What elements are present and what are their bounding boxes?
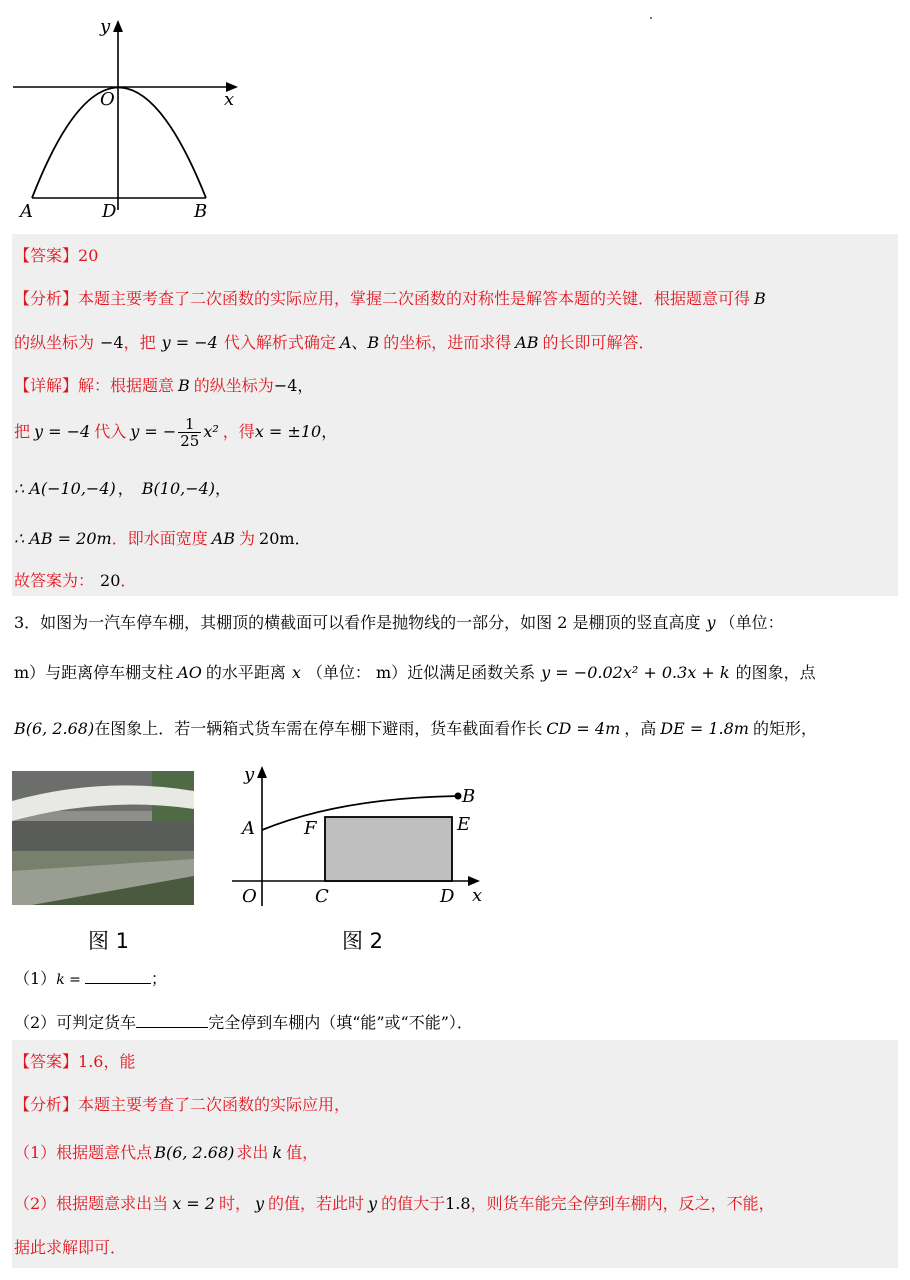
detail-line-4: ∴ AB = 20m．即水面宽度 AB 为 20m． [14, 529, 311, 548]
final-answer-line: 故答案为： 20． [14, 571, 137, 590]
fig2-label-x: x [472, 885, 483, 906]
answer-line-2: 【答案】1.6，能 [14, 1052, 136, 1071]
fig2-label-d: D [440, 886, 455, 907]
fig2-label-b: B [462, 786, 476, 807]
detail-line-2: 把 y = −4 代入 y = − $\frac{1}{25}$ x² ，得x = ±10， [14, 415, 338, 450]
point-b [455, 793, 462, 800]
label-a: A [20, 201, 33, 222]
fig2-label-e: E [457, 814, 471, 835]
fig2-label-a: A [242, 818, 255, 839]
answer-line-1: 【答案】20 [14, 246, 99, 265]
carport-graph [230, 758, 490, 910]
fig2-label-o: O [242, 886, 257, 907]
label-y: y [100, 16, 111, 37]
q3-line-3: B(6, 2.68)在图象上．若一辆箱式货车需在停车棚下避雨，货车截面看作长 CD = 4m ，高 DE = 1.8m 的矩形， [14, 719, 817, 738]
step-line-2: （2）根据题意求出当 x = 2 时， y 的值，若此时 y 的值大于1.8，则货车能完全停到车棚内，反之，不能， [14, 1194, 775, 1213]
analysis-line-2: 的纵坐标为 −4，把 y = −4 代入解析式确定 A、B 的坐标，进而求得 AB 的长即可解答． [14, 333, 655, 352]
q3-part-2: （2）可判定货车 完全停到车棚内（填“能”或“不能”）． [14, 1013, 473, 1032]
fraction-1-25: $\frac{1}{25}$ [180, 415, 200, 450]
detail-line-1: 【详解】解：根据题意 B 的纵坐标为−4， [14, 376, 314, 395]
step-line-1: （1）根据题意代点 B(6, 2.68) 求出 k 值， [14, 1143, 319, 1162]
analysis-line-3: 【分析】本题主要考查了二次函数的实际应用， [14, 1095, 351, 1114]
step-line-3: 据此求解即可． [14, 1238, 127, 1257]
carport-photo [12, 771, 194, 905]
parabola-curve [32, 88, 206, 199]
fig2-label-f: F [304, 818, 317, 839]
label-o: O [100, 89, 115, 110]
blank-k[interactable] [85, 983, 151, 984]
scan-dot [650, 17, 652, 19]
fig2-label-y: y [244, 764, 255, 785]
truck-rectangle [325, 817, 452, 881]
label-b: B [194, 201, 208, 222]
y-axis-arrow [113, 20, 123, 32]
parabola-figure [10, 10, 250, 225]
fig1-caption: 图 1 [88, 929, 130, 953]
fig2-y-axis-arrow [257, 766, 267, 778]
detail-line-3: ∴ A(−10,−4) ， B(10,−4)， [14, 479, 232, 498]
q3-part-1: （1）k = ； [14, 969, 167, 988]
q3-line-2: m）与距离停车棚支柱 AO 的水平距离 x （单位： m）近似满足函数关系 y = −0.02x² + 0.3x + k 的图象，点 [14, 663, 816, 682]
q3-line-1: 3．如图为一汽车停车棚，其棚顶的横截面可以看作是抛物线的一部分，如图 2 是棚顶的竖直高度 y （单位： [14, 613, 784, 632]
fig2-caption: 图 2 [342, 929, 384, 953]
blank-can[interactable] [136, 1027, 208, 1028]
analysis-line-1: 【分析】本题主要考查了二次函数的实际应用，掌握二次函数的对称性是解答本题的关键．根据题意可得 B [14, 289, 766, 308]
label-x: x [224, 89, 235, 110]
label-d: D [102, 201, 117, 222]
fig2-label-c: C [315, 886, 329, 907]
